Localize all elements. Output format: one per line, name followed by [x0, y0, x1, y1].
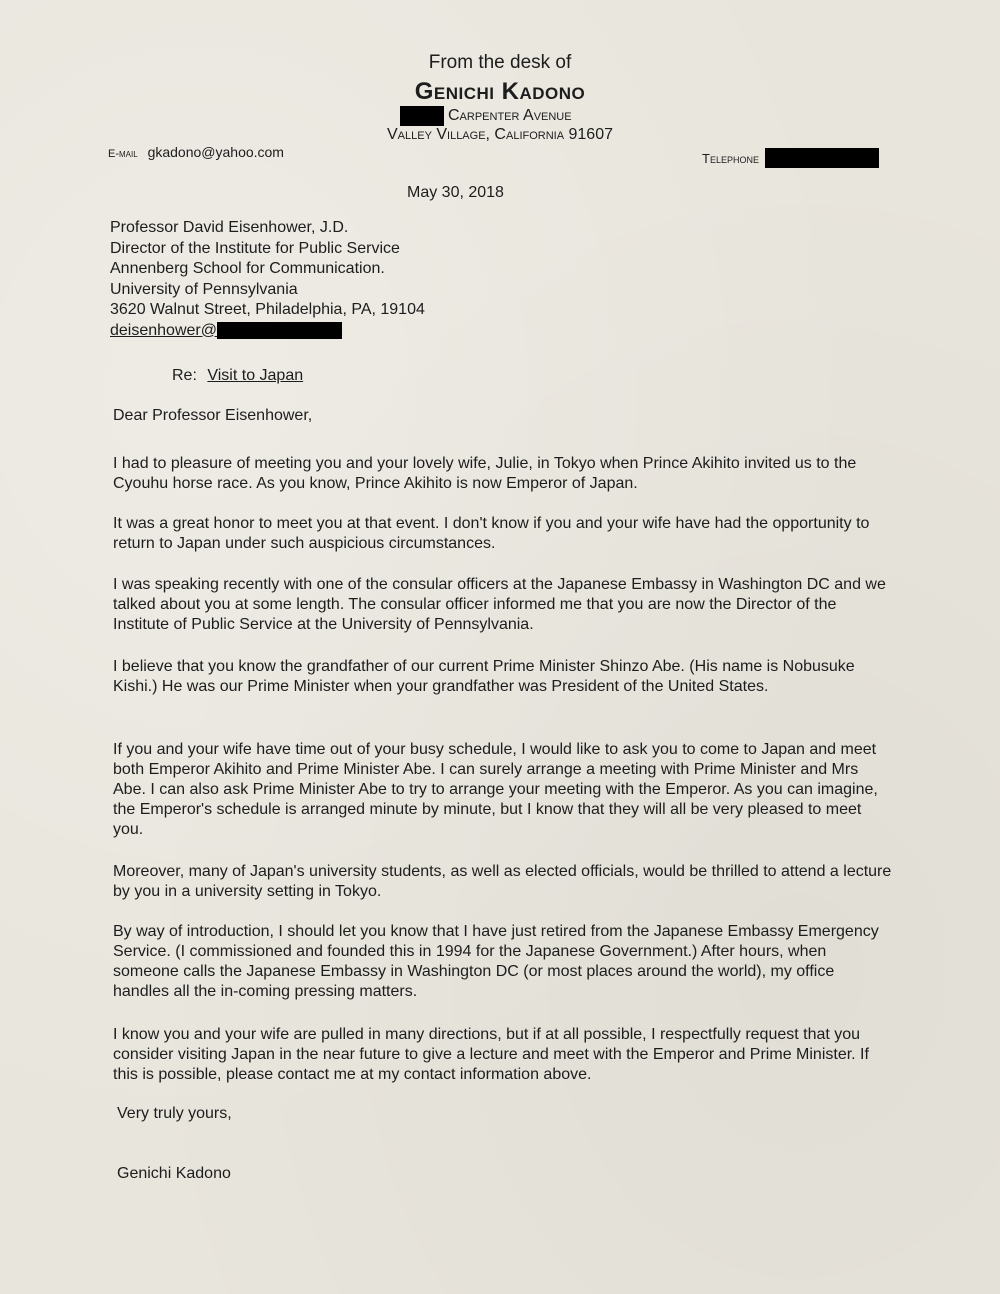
subject-text: Visit to Japan: [207, 367, 304, 384]
body-paragraph: If you and your wife have time out of your busy schedule, I would like to ask you to come to Japan and meet both Emperor Akihito and Prime Minister Abe. I can surely arrange a meeting with Prime Minister and Mrs Abe. I can also ask Prime Minister Abe to try to arrange your meeting with the Emperor. As you can imagine, the Emperor's schedule is arranged minute by minute, but I know that they will all be very pleased to meet you.: [113, 741, 878, 838]
recipient-address-block: [110, 218, 425, 341]
recipient-email: [110, 321, 425, 342]
telephone-label: Telephone: [702, 150, 759, 166]
recipient-line: Annenberg School for Communication.: [110, 260, 385, 277]
body-paragraph: Moreover, many of Japan's university students, as well as elected officials, would be thrilled to attend a lecture by you in a university setting in Tokyo.: [113, 863, 892, 900]
body-paragraph: By way of introduction, I should let you know that I have just retired from the Japanese Embassy Emergency Service. (I commissioned and founded this in 1994 for the Japanese Government.) After hours, when someone calls the Japanese Embassy in Washington DC (or most places around the world), my office handles all the in-coming pressing matters.: [113, 923, 879, 1000]
letterhead-city: Valley Village, California 91607: [386, 126, 613, 143]
closing: Very truly yours,: [117, 1105, 232, 1122]
letterhead-email-row: [108, 144, 284, 160]
recipient-email-prefix: deisenhower@: [110, 321, 217, 339]
email-address: gkadono@yahoo.com: [147, 144, 284, 160]
redaction-bar: [400, 106, 444, 126]
body-paragraph: It was a great honor to meet you at that event. I don't know if you and your wife have had the opportunity to return to Japan under such auspicious circumstances.: [113, 515, 870, 552]
body-paragraph: I had to pleasure of meeting you and your lovely wife, Julie, in Tokyo when Prince Akihito invited us to the Cyouhu horse race. As you know, Prince Akihito is now Emperor of Japan.: [113, 455, 857, 492]
recipient-line: 3620 Walnut Street, Philadelphia, PA, 19104: [110, 301, 425, 318]
subject-line: [172, 367, 303, 385]
letterhead-street-text: Carpenter Avenue: [448, 107, 572, 124]
redaction-bar: [765, 148, 879, 168]
letterhead-from-line: From the desk of: [428, 52, 572, 73]
salutation: Dear Professor Eisenhower,: [113, 407, 313, 424]
letterhead-telephone-row: [702, 148, 879, 168]
email-label: E-mail: [108, 148, 138, 160]
redaction-bar: [217, 322, 342, 339]
letterhead-name: Genichi Kadono: [414, 78, 586, 105]
signature-name: Genichi Kadono: [117, 1165, 231, 1182]
body-paragraph: I believe that you know the grandfather of our current Prime Minister Shinzo Abe. (His name is Nobusuke Kishi.) He was our Prime Minister when your grandfather was President of the United States.: [113, 658, 855, 695]
letter-date: May 30, 2018: [407, 184, 504, 201]
body-paragraph: I know you and your wife are pulled in many directions, but if at all possible, I respectfully request that you consider visiting Japan in the near future to give a lecture and meet with the Emperor and Prime Minister. If this is possible, please contact me at my contact information above.: [113, 1026, 869, 1083]
recipient-line: University of Pennsylvania: [110, 280, 298, 298]
letterhead-street: [400, 106, 572, 126]
recipient-line: Director of the Institute for Public Service: [110, 239, 400, 257]
recipient-line: Professor David Eisenhower, J.D.: [110, 219, 349, 236]
body-paragraph: I was speaking recently with one of the consular officers at the Japanese Embassy in Washington DC and we talked about you at some length. The consular officer informed me that you are now the Director of the Institute of Public Service at the University of Pennsylvania.: [113, 576, 886, 633]
subject-label: Re:: [172, 367, 197, 384]
